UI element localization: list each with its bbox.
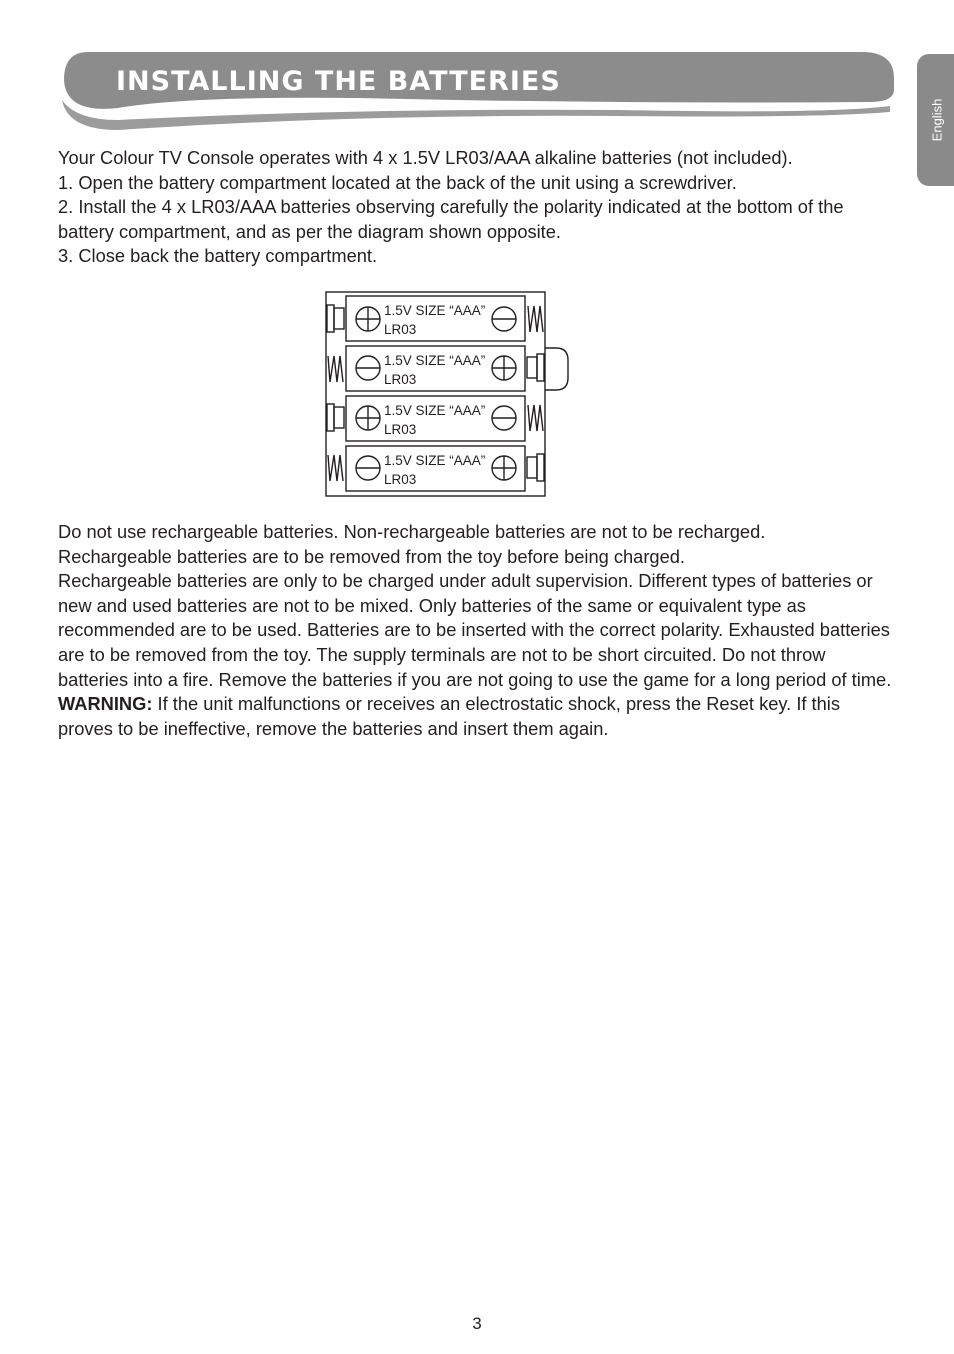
battery-1-type-label: LR03 xyxy=(384,322,417,337)
battery-3 xyxy=(327,396,543,441)
language-tab xyxy=(917,54,954,186)
battery-3-type-label: LR03 xyxy=(384,422,417,437)
battery-2-size-label: 1.5V SIZE “AAA” xyxy=(384,353,486,368)
battery-4 xyxy=(328,446,544,491)
safety-section xyxy=(58,520,898,741)
warning-label: WARNING: xyxy=(58,693,153,715)
step-1: 1. Open the battery compartment located at the back of the unit using a screwdriver. xyxy=(58,171,737,193)
battery-3-size-label: 1.5V SIZE “AAA” xyxy=(384,403,486,418)
safety-line-3: Rechargeable batteries are only to be charged under adult supervision. Different types of batteries or new and used batteries are not to be mixed. Only batteries of the same or equivalent type as recommended are to be used. Batteries are to be inserted with the correct polarity. Exhausted batteries are to be removed from the toy. The supply terminals are not to be short circuited. Do not throw batteries into a fire. Remove the batteries if you are not going to use the game for a long period of time. xyxy=(58,570,892,690)
page-number: 3 xyxy=(472,1314,482,1333)
battery-4-size-label: 1.5V SIZE “AAA” xyxy=(384,453,486,468)
battery-1 xyxy=(327,296,543,341)
battery-1-size-label: 1.5V SIZE “AAA” xyxy=(384,303,486,318)
instructions-section xyxy=(58,146,898,269)
battery-2 xyxy=(328,346,544,391)
battery-4-type-label: LR03 xyxy=(384,472,417,487)
intro-paragraph: Your Colour TV Console operates with 4 x 1.5V LR03/AAA alkaline batteries (not included). xyxy=(58,147,793,168)
battery-compartment-diagram xyxy=(322,288,572,502)
warning-text: If the unit malfunctions or receives an electrostatic shock, press the Reset key. If this proves to be ineffective, remove the batteries and insert them again. xyxy=(58,693,840,739)
safety-line-2: Rechargeable batteries are to be removed from the toy before being charged. xyxy=(58,545,686,567)
safety-line-1: Do not use rechargeable batteries. Non-rechargeable batteries are not to be recharged. xyxy=(58,521,766,542)
step-3: 3. Close back the battery compartment. xyxy=(58,245,378,267)
step-2: 2. Install the 4 x LR03/AAA batteries observing carefully the polarity indicated at the bottom of the battery compartment, and as per the diagram shown opposite. xyxy=(58,196,844,242)
page-title: INSTALLING THE BATTERIES xyxy=(116,66,561,97)
battery-2-type-label: LR03 xyxy=(384,372,417,387)
warning-paragraph xyxy=(58,692,898,741)
language-tab-label: English xyxy=(929,98,945,142)
